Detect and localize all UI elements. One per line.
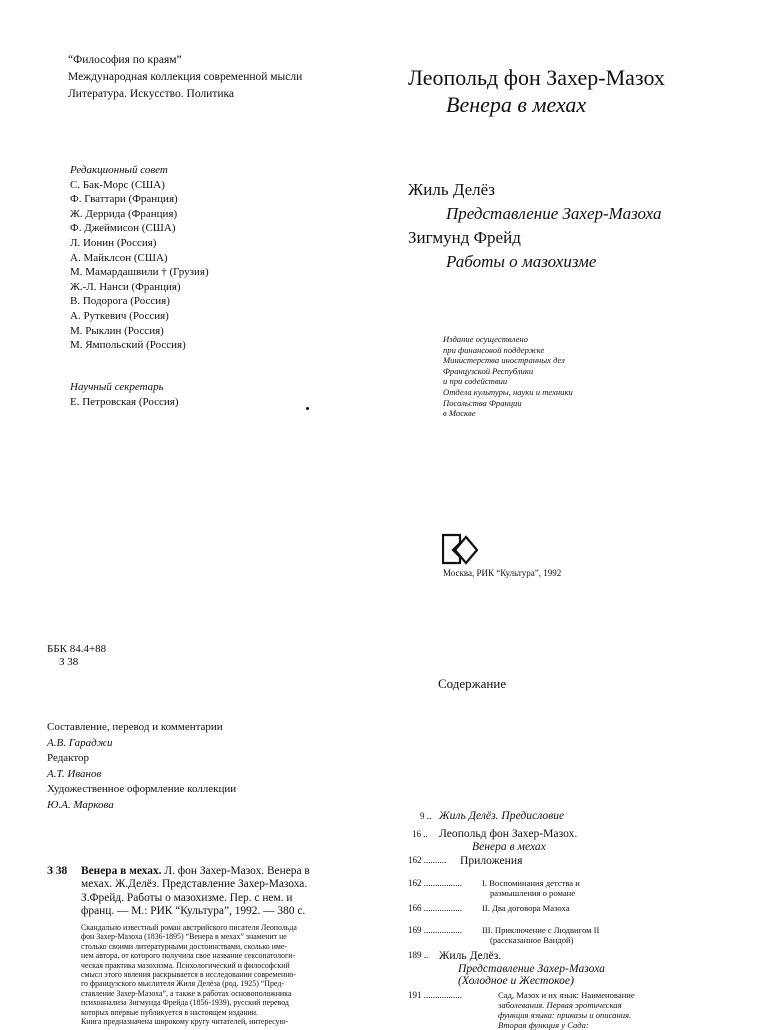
- annotation-line: ставление Захер-Мазоха”, а также в работах основоположника: [81, 988, 292, 998]
- catalog-code: З 38: [47, 865, 68, 877]
- support-line: Посольства Франции: [443, 397, 522, 408]
- support-line: Издание осуществлено: [443, 334, 528, 344]
- toc-text: Приложения: [460, 854, 523, 867]
- toc-text: Жиль Делёз.: [439, 949, 502, 962]
- support-line: в Москве: [443, 408, 476, 419]
- toc-text: Леопольд фон Захер-Мазох.: [439, 827, 578, 840]
- book-title: Венера в мехах: [446, 92, 587, 117]
- secretary-name: Е. Петровская (Россия): [70, 395, 179, 408]
- imprint: Москва, РИК “Культура”, 1992: [443, 568, 562, 578]
- board-member: А. Руткевич (Россия): [70, 309, 169, 322]
- work-title: Представление Захер-Мазоха: [446, 204, 662, 223]
- credit-role: Редактор: [47, 752, 90, 764]
- toc-page: 162 .................: [408, 878, 462, 888]
- publisher-logo-icon: [442, 533, 478, 565]
- board-member: С. Бак-Морс (США): [70, 178, 165, 191]
- annotation-line: ческая практика мазохизма. Психологический и философский: [81, 960, 290, 970]
- author-sign: З 38: [59, 655, 79, 668]
- book-author: Леопольд фон Захер-Мазох: [408, 65, 665, 90]
- toc-page: 189 ..: [408, 950, 429, 960]
- bbk-code: ББК 84.4+88: [47, 643, 107, 655]
- toc-text: II. Два договора Мазоха: [482, 903, 570, 913]
- toc-text: функция языка: приказы и описания.: [498, 1010, 632, 1020]
- series-topics: Литература. Искусство. Политика: [68, 88, 235, 100]
- toc-text: (Холодное и Жестокое): [458, 974, 574, 987]
- toc-page: 166 .................: [408, 903, 462, 913]
- annotation-line: Книга предназначена широкому кругу читателей, интересую-: [81, 1017, 289, 1027]
- board-member: Л. Ионин (Россия): [70, 236, 157, 249]
- series-name: “Философия по краям”: [68, 54, 182, 66]
- catalog-heading: Венера в мехах.: [81, 865, 162, 877]
- toc-text: I. Воспоминания детства и: [482, 878, 580, 888]
- toc-page: 9 ..: [420, 811, 432, 821]
- bbk-codes: [47, 643, 106, 668]
- included-works: [408, 178, 662, 274]
- annotation-line: нем автора, от которого получила свое название сексопатологи-: [81, 951, 296, 961]
- catalog-record: [47, 865, 359, 919]
- support-line: и при содействии: [443, 376, 508, 387]
- toc-text: Вторая функция у Сада:: [498, 1020, 589, 1030]
- board-member: Ж. Деррида (Франция): [70, 207, 178, 220]
- annotation-line: столько своими литературными достоинствами, сколько име-: [81, 941, 288, 951]
- editorial-board-heading: Редакционный совет: [70, 164, 168, 176]
- catalog-text: Л. фон Захер-Мазох. Венера в: [161, 865, 310, 877]
- annotation-line: психоанализа Зигмунда Фрейда (1856-1939), русский перевод: [81, 998, 289, 1008]
- support-note: [443, 334, 573, 419]
- annotation: [81, 923, 365, 1026]
- board-member: Ж.-Л. Нанси (Франция): [70, 280, 181, 293]
- board-member: М. Рыклин (Россия): [70, 324, 164, 337]
- board-member: В. Подорога (Россия): [70, 295, 170, 308]
- toc-text: (рассказанное Вандой): [490, 935, 574, 945]
- board-member: Ф. Гваттари (Франция): [70, 193, 178, 206]
- editorial-board: [70, 163, 209, 353]
- annotation-line: го французского мыслителя Жиля Делёза (род. 1925) “Пред-: [81, 979, 284, 989]
- support-line: Отдела культуры, науки и техники: [443, 386, 573, 397]
- toc-text: Жиль Делёз. Предисловие: [439, 809, 565, 822]
- work-author: Зигмунд Фрейд: [408, 228, 521, 247]
- toc-page: 16 ..: [412, 829, 428, 839]
- toc-text: Сад, Мазох и их язык: Наименование: [498, 990, 635, 1000]
- work-author: Жиль Делёз: [408, 180, 495, 199]
- board-member: А. Майклсон (США): [70, 251, 168, 264]
- toc-text: заболевания. Первая эротическая: [498, 1000, 622, 1010]
- print-speck: [306, 407, 309, 410]
- credit-role: Художественное оформление коллекции: [47, 783, 237, 795]
- credit-person: А.Т. Иванов: [47, 767, 102, 780]
- support-line: Министерства иностранных дел: [443, 355, 565, 366]
- support-line: при финансовой поддержке: [443, 344, 545, 355]
- board-member: М. Мамардашвили † (Грузия): [70, 266, 209, 279]
- credit-role: Составление, перевод и комментарии: [47, 721, 223, 733]
- toc-text: III. Приключение с Людвигом II: [482, 925, 600, 935]
- catalog-line: франц. — М.: РИК “Культура”, 1992. — 380 с.: [81, 905, 306, 918]
- board-member: Ф. Джеймисон (США): [70, 222, 176, 235]
- series-block: [68, 52, 302, 103]
- annotation-line: Скандально известный роман австрийского писателя Леопольда: [81, 923, 297, 932]
- toc-page: 191 .................: [408, 990, 462, 1000]
- board-member: М. Ямпольский (Россия): [70, 339, 186, 352]
- contents-title: Содержание: [438, 676, 507, 691]
- credits: [47, 720, 236, 813]
- scientific-secretary: [70, 380, 179, 409]
- toc-text: Венера в мехах: [472, 840, 546, 853]
- series-subtitle: Международная коллекция современной мысли: [68, 71, 303, 83]
- catalog-line: мехах. Ж.Делёз. Представление Захер-Мазоха.: [81, 878, 308, 891]
- credit-person: Ю.А. Маркова: [47, 798, 114, 811]
- work-title: Работы о мазохизме: [446, 252, 597, 271]
- toc-text: размышления о романе: [490, 888, 576, 898]
- catalog-line: З.Фрейд. Работы о мазохизме. Пер. с нем. и: [81, 891, 293, 904]
- toc-page: 162 ..........: [408, 855, 447, 865]
- support-line: Французской Республики: [443, 365, 534, 376]
- book-title-block: [408, 64, 665, 118]
- toc-page: 169 .................: [408, 925, 462, 935]
- annotation-line: фон Захер-Мазоха (1836-1895) “Венера в мехах” знаменит не: [81, 932, 287, 942]
- annotation-line: которых впервые публикуется в настоящем издании.: [81, 1007, 258, 1017]
- secretary-heading: Научный секретарь: [70, 381, 164, 393]
- toc-text: Представление Захер-Мазоха: [458, 962, 605, 975]
- annotation-line: смысл этого явления раскрывается в исследовании современно-: [81, 970, 297, 980]
- credit-person: А.В. Гараджи: [47, 736, 113, 749]
